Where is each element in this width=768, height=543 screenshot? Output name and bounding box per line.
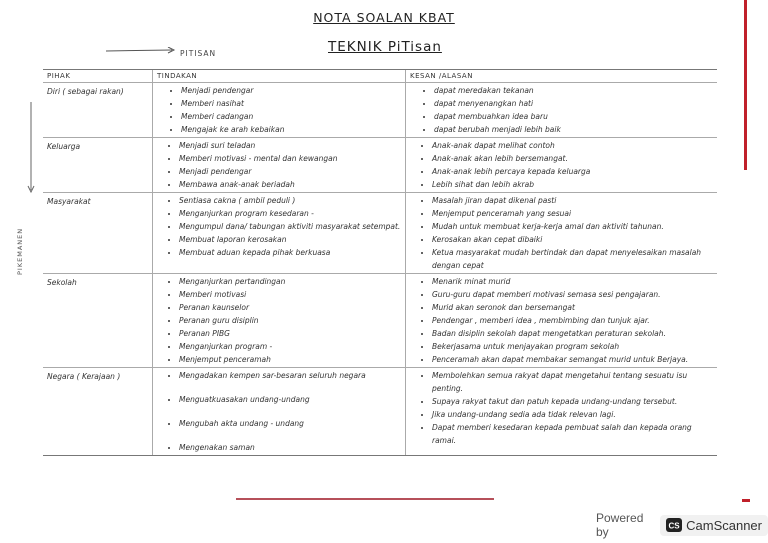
action-item: • Menjemput penceramah (179, 353, 401, 366)
column-header-pihak: PIHAK (43, 70, 153, 82)
action-item: • Peranan kaunselor (179, 301, 401, 314)
edge-mark (742, 499, 750, 502)
effect-item: • Anak-anak lebih percaya kepada keluarga (432, 165, 713, 178)
page-title: NOTA SOALAN KBAT (313, 10, 455, 25)
effect-item: • Pendengar , memberi idea , membimbing dan tunjuk ajar. (432, 314, 713, 327)
effects-cell (406, 193, 717, 273)
action-item: • Menjadi suri teladan (179, 139, 401, 152)
effect-item: • Murid akan seronok dan bersemangat (432, 301, 713, 314)
action-item: • Peranan guru disiplin (179, 314, 401, 327)
action-item: • Peranan PIBG (179, 327, 401, 340)
cs-logo-icon (666, 518, 682, 532)
page-subtitle: TEKNIK PiTisan (328, 39, 442, 55)
action-item: • Membawa anak-anak beriadah (179, 178, 401, 191)
side-note: PITISAN (180, 49, 217, 58)
camscanner-brand: CamScanner (686, 517, 762, 533)
effects-cell (406, 274, 717, 367)
action-item: • Membuat aduan kepada pihak berkuasa (179, 246, 401, 259)
page-edge-marker (744, 0, 747, 170)
action-item: • Mengajak ke arah kebaikan (181, 123, 401, 136)
party-cell: Sekolah (43, 274, 153, 367)
table-row (43, 368, 717, 455)
party-cell: Keluarga (43, 138, 153, 192)
action-item: • Menganjurkan program - (179, 340, 401, 353)
effect-item: • Menarik minat murid (432, 275, 713, 288)
actions-cell (153, 368, 406, 455)
effects-cell (406, 138, 717, 192)
effect-item: • Anak-anak dapat melihat contoh (432, 139, 713, 152)
action-item: • Menganjurkan pertandingan (179, 275, 401, 288)
effect-item: • Badan disiplin sekolah dapat mengetatkan peraturan sekolah. (432, 327, 713, 340)
effect-item: • Mudah untuk membuat kerja-kerja amal dan aktiviti tahunan. (432, 220, 713, 233)
effect-item: • Kerosakan akan cepat dibaiki (432, 233, 713, 246)
effect-item: • Guru-guru dapat memberi motivasi semasa sesi pengajaran. (432, 288, 713, 301)
camscanner-watermark (596, 511, 768, 539)
effect-item: • Penceramah akan dapat membakar semangat murid untuk Berjaya. (432, 353, 713, 366)
arrow-right-icon (106, 47, 178, 55)
effect-item: • Supaya rakyat takut dan patuh kepada undang-undang tersebut. (432, 395, 713, 408)
effect-item: • dapat menyenangkan hati (434, 97, 713, 110)
action-item: • Sentiasa cakna ( ambil peduli ) (179, 194, 401, 207)
table-row (43, 193, 717, 274)
column-header-tindakan: TINDAKAN (153, 70, 406, 82)
party-cell: Negara ( Kerajaan ) (43, 368, 153, 455)
action-item: • Menjadi pendengar (181, 84, 401, 97)
action-item: • Mengubah akta undang - undang (179, 417, 401, 430)
arrow-down-icon (26, 102, 36, 194)
vertical-label: PIKEMANEN (16, 227, 24, 275)
actions-cell (153, 274, 406, 367)
action-item: • Memberi motivasi - mental dan kewangan (179, 152, 401, 165)
table-header-row (43, 70, 717, 83)
effect-item: • Masalah jiran dapat dikenal pasti (432, 194, 713, 207)
effects-cell (406, 368, 717, 455)
effect-item: • Lebih sihat dan lebih akrab (432, 178, 713, 191)
action-item: • Menguatkuasakan undang-undang (179, 393, 401, 406)
action-item: • Menganjurkan program kesedaran - (179, 207, 401, 220)
party-cell: Masyarakat (43, 193, 153, 273)
effect-item: • Bekerjasama untuk menjayakan program sekolah (432, 340, 713, 353)
action-item: • Memberi nasihat (181, 97, 401, 110)
svg-text:CS: CS (668, 521, 680, 531)
effect-item: • Jika undang-undang sedia ada tidak relevan lagi. (432, 408, 713, 421)
column-header-kesan: KESAN /ALASAN (410, 72, 473, 80)
actions-cell (153, 193, 406, 273)
party-cell: Diri ( sebagai rakan) (43, 83, 153, 137)
kbat-table (43, 69, 717, 456)
effect-item: • Membolehkan semua rakyat dapat mengetahui tentang sesuatu isu penting. (432, 369, 713, 395)
actions-cell (153, 138, 406, 192)
table-row (43, 83, 717, 138)
effect-item: • Anak-anak akan lebih bersemangat. (432, 152, 713, 165)
powered-by-text: Powered by (596, 511, 644, 539)
effect-item: • Dapat memberi kesedaran kepada pembuat salah dan kepada orang ramai. (432, 421, 713, 447)
effects-cell (406, 83, 717, 137)
action-item: • Memberi motivasi (179, 288, 401, 301)
bottom-divider (236, 498, 494, 500)
action-item: • Menjadi pendengar (179, 165, 401, 178)
table-row (43, 274, 717, 368)
actions-cell (153, 83, 406, 137)
camscanner-badge (660, 515, 768, 536)
action-item: • Membuat laporan kerosakan (179, 233, 401, 246)
effect-item: • dapat membuahkan idea baru (434, 110, 713, 123)
action-item: • Mengumpul dana/ tabungan aktiviti masyarakat setempat. (179, 220, 401, 233)
effect-item: • Menjemput penceramah yang sesuai (432, 207, 713, 220)
table-row (43, 138, 717, 193)
action-item: • Mengadakan kempen sar-besaran seluruh negara (179, 369, 401, 382)
action-item: • Mengenakan saman (179, 441, 401, 454)
effect-item: • dapat meredakan tekanan (434, 84, 713, 97)
action-item: • Memberi cadangan (181, 110, 401, 123)
effect-item: • Ketua masyarakat mudah bertindak dan dapat menyelesaikan masalah dengan cepat (432, 246, 713, 272)
effect-item: • dapat berubah menjadi lebih baik (434, 123, 713, 136)
